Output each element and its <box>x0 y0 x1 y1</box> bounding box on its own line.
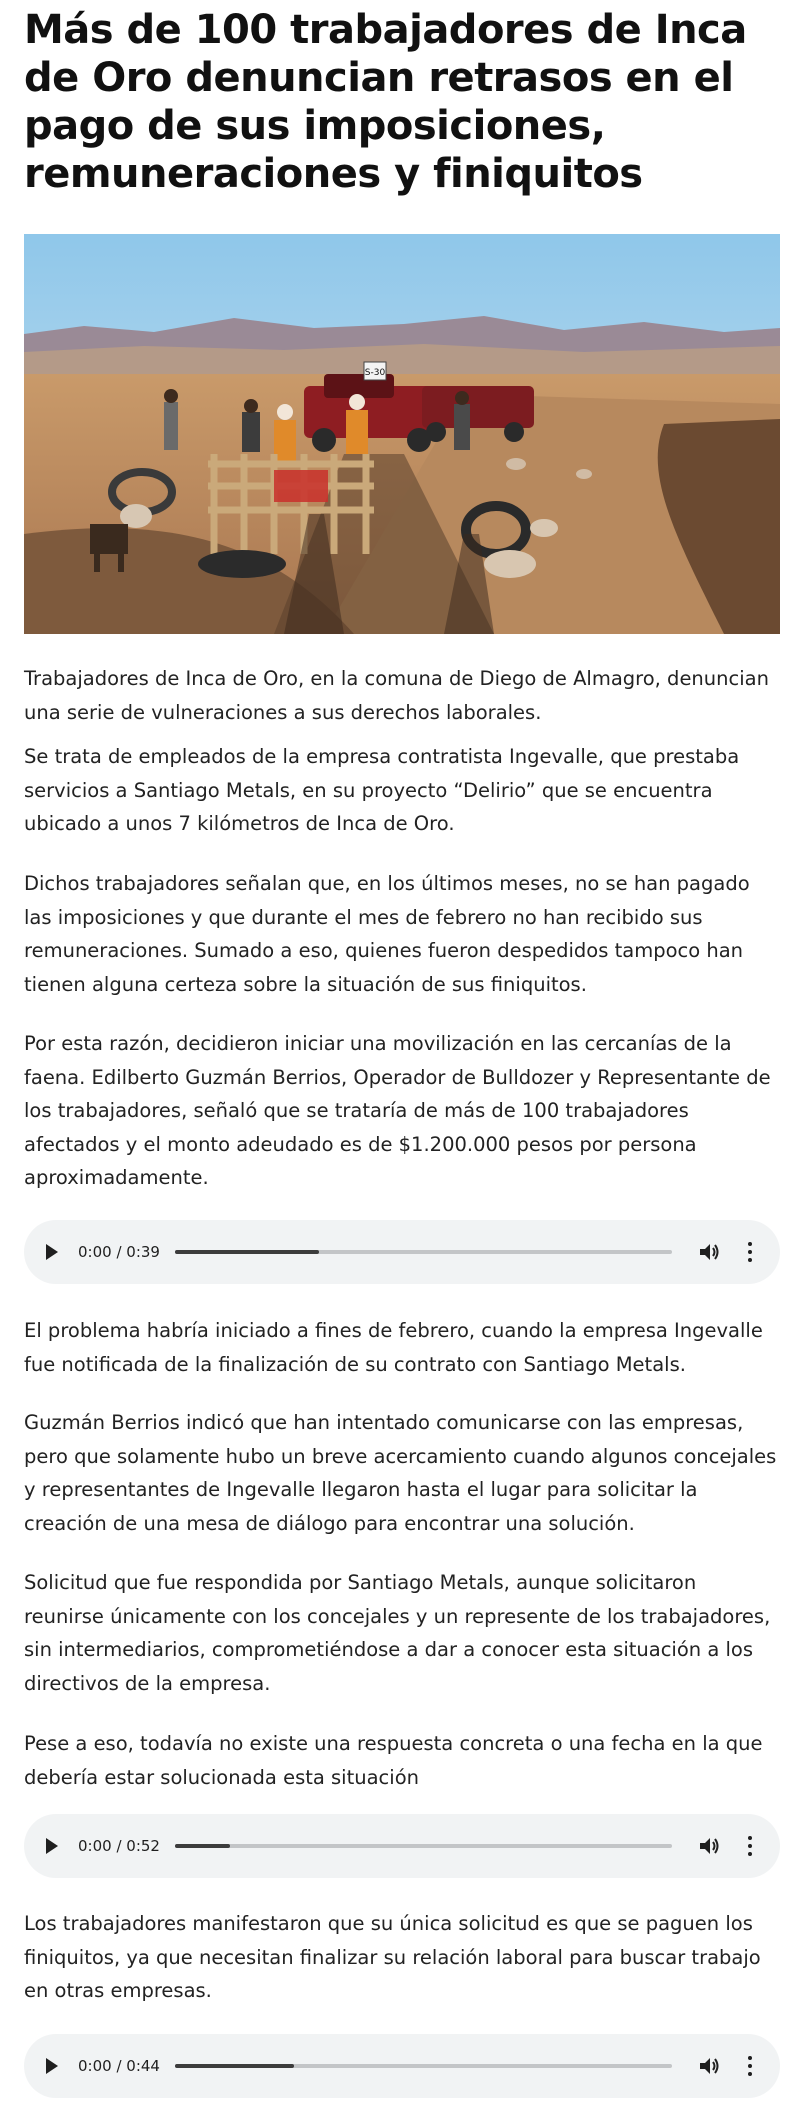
road-blockade-photo <box>24 234 780 634</box>
paragraph: Trabajadores de Inca de Oro, en la comuna de Diego de Almagro, denuncian una serie de vulneraciones a sus derechos laborales. <box>24 667 769 724</box>
audio-time: 0:00 / 0:52 <box>78 1837 160 1855</box>
play-icon[interactable] <box>46 1838 58 1854</box>
volume-icon[interactable] <box>699 1242 721 1262</box>
audio-progress-fill <box>175 1250 319 1254</box>
paragraph: Guzmán Berrios indicó que han intentado comunicarse con las empresas, pero que solamente hubo un breve acercamiento cuando algunos concejales y representantes de Ingevalle llegaron hasta el lugar para solicitar la creación de una mesa de diálogo para encontrar una solución. <box>24 1411 777 1535</box>
audio-progress-fill <box>175 1844 230 1848</box>
play-icon[interactable] <box>46 2058 58 2074</box>
audio-progress-fill <box>175 2064 294 2068</box>
more-options-icon[interactable] <box>744 1834 756 1858</box>
audio-player[interactable] <box>24 1814 780 1878</box>
volume-icon[interactable] <box>699 1836 721 1856</box>
road-sign-label: S-30 <box>364 368 386 378</box>
audio-time: 0:00 / 0:44 <box>78 2057 160 2075</box>
audio-time: 0:00 / 0:39 <box>78 1243 160 1261</box>
play-icon[interactable] <box>46 1244 58 1260</box>
audio-player[interactable] <box>24 1220 780 1284</box>
paragraph: Los trabajadores manifestaron que su única solicitud es que se paguen los finiquitos, ya que necesitan finalizar su relación laboral para buscar trabajo en otras empresas. <box>24 1912 761 2002</box>
article-title: Más de 100 trabajadores de Inca de Oro denuncian retrasos en el pago de sus imposiciones, remuneraciones y finiquitos <box>24 7 747 197</box>
more-options-icon[interactable] <box>744 2054 756 2078</box>
volume-icon[interactable] <box>699 2056 721 2076</box>
hero-photo <box>24 234 780 634</box>
paragraph: Solicitud que fue respondida por Santiago Metals, aunque solicitaron reunirse únicamente con los concejales y un represente de los trabajadores, sin intermediarios, comprometiéndose a dar a conocer esta situación a los directivos de la empresa. <box>24 1571 771 1695</box>
audio-player[interactable] <box>24 2034 780 2098</box>
paragraph: Por esta razón, decidieron iniciar una movilización en las cercanías de la faena. Edilberto Guzmán Berrios, Operador de Bulldozer y Representante de los trabajadores, señaló que se trataría de más de 100 trabajadores afectados y el monto adeudado es de $1.200.000 pesos por persona aproximadamente. <box>24 1032 771 1189</box>
paragraph: El problema habría iniciado a fines de febrero, cuando la empresa Ingevalle fue notificada de la finalización de su contrato con Santiago Metals. <box>24 1319 763 1376</box>
audio-progress-bar[interactable] <box>175 1844 672 1848</box>
paragraph: Pese a eso, todavía no existe una respuesta concreta o una fecha en la que debería estar solucionada esta situación <box>24 1732 763 1789</box>
audio-progress-bar[interactable] <box>175 2064 672 2068</box>
more-options-icon[interactable] <box>744 1240 756 1264</box>
audio-progress-bar[interactable] <box>175 1250 672 1254</box>
paragraph: Dichos trabajadores señalan que, en los últimos meses, no se han pagado las imposiciones y que durante el mes de febrero no han recibido sus remuneraciones. Sumado a eso, quienes fueron despedidos tampoco han tienen alguna certeza sobre la situación de sus finiquitos. <box>24 872 750 996</box>
paragraph: Se trata de empleados de la empresa contratista Ingevalle, que prestaba servicios a Santiago Metals, en su proyecto “Delirio” que se encuentra ubicado a unos 7 kilómetros de Inca de Oro. <box>24 745 740 835</box>
